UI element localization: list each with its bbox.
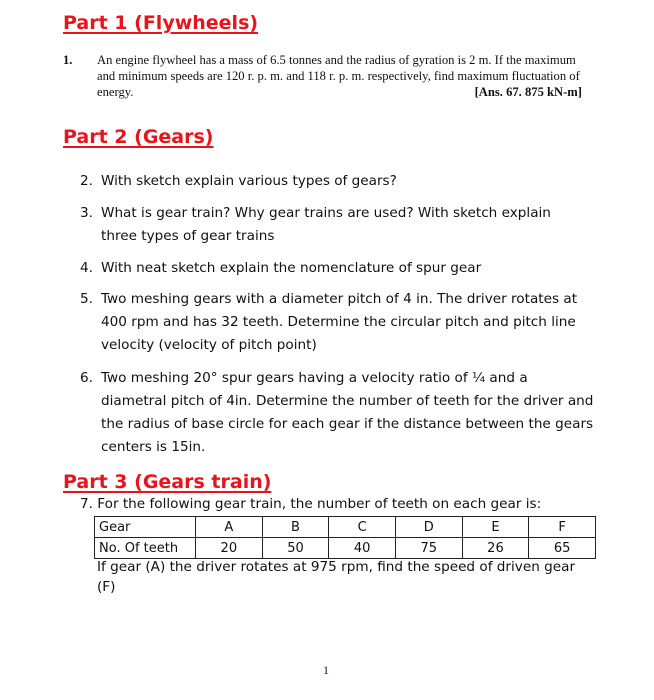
table-cell-teeth-f: 65 — [529, 538, 596, 559]
table-cell-teeth-d: 75 — [395, 538, 462, 559]
page-number: 1 — [323, 663, 329, 677]
question-3-text: What is gear train? Why gear trains are used? With sketch explain three types of gear trains — [101, 205, 551, 244]
question-1-text: An engine flywheel has a mass of 6.5 tonnes and the radius of gyration is 2 m. If the maximum and minimum speeds are 120 r. p. m. and 118 r. p. m. respectively, find maximum fluctuation of energy. — [97, 53, 580, 99]
part3-title: Part 3 (Gears train) — [63, 471, 272, 493]
question-5-text: Two meshing gears with a diameter pitch of 4 in. The driver rotates at 400 rpm and has 32 teeth. Determine the circular pitch and pitch line velocity (velocity of pitch point) — [101, 291, 578, 353]
part1-title: Part 1 (Flywheels) — [63, 12, 259, 34]
question-1-number: 1. — [63, 53, 73, 67]
table-row-teeth — [95, 538, 596, 559]
question-2-number: 2. — [80, 173, 93, 189]
table-header-gear: Gear — [95, 517, 196, 538]
question-2-text: With sketch explain various types of gears? — [101, 173, 397, 189]
question-4-number: 4. — [80, 260, 93, 276]
part2-title: Part 2 (Gears) — [63, 126, 214, 148]
table-cell-gear-a: A — [196, 517, 263, 538]
table-cell-teeth-a: 20 — [196, 538, 263, 559]
question-3 — [80, 202, 590, 248]
table-cell-teeth-c: 40 — [329, 538, 396, 559]
question-6 — [80, 367, 594, 459]
table-cell-gear-d: D — [395, 517, 462, 538]
question-5-number: 5. — [80, 291, 93, 307]
question-6-text: Two meshing 20° spur gears having a velocity ratio of ¼ and a diametral pitch of 4in. Determine the number of teeth for the driver and the radius of base circle for each gear if the distance between the gears centers is 15in. — [101, 370, 594, 455]
table-cell-gear-b: B — [262, 517, 329, 538]
table-cell-teeth-e: 26 — [462, 538, 529, 559]
table-cell-gear-f: F — [529, 517, 596, 538]
question-3-number: 3. — [80, 205, 93, 221]
table-header-teeth: No. Of teeth — [95, 538, 196, 559]
gear-teeth-table — [94, 516, 596, 559]
question-1-answer: [Ans. 67. 875 kN-m] — [474, 85, 582, 99]
question-2 — [80, 170, 590, 193]
question-7-question: If gear (A) the driver rotates at 975 rpm, find the speed of driven gear (F) — [97, 559, 576, 595]
question-5 — [80, 288, 590, 357]
question-4 — [80, 257, 590, 280]
table-cell-gear-c: C — [329, 517, 396, 538]
table-cell-teeth-b: 50 — [262, 538, 329, 559]
question-7-lead: 7. For the following gear train, the number of teeth on each gear is: — [80, 496, 542, 512]
question-4-text: With neat sketch explain the nomenclature of spur gear — [101, 260, 482, 276]
table-row-gear — [95, 517, 596, 538]
table-cell-gear-e: E — [462, 517, 529, 538]
question-6-number: 6. — [80, 370, 93, 386]
